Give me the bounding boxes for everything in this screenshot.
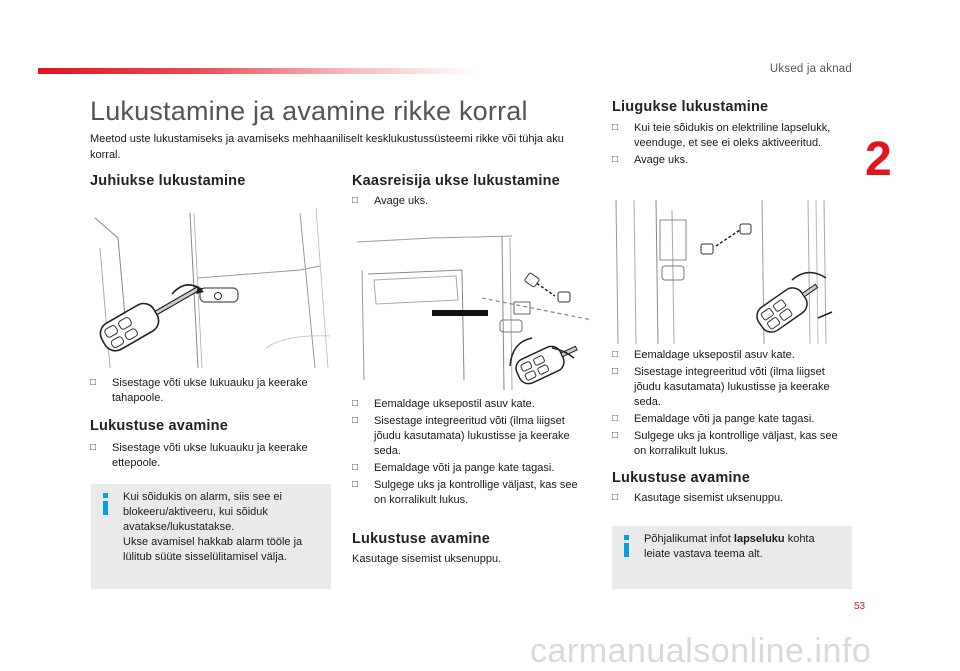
bullet-sliding-remove-key: □ Eemaldage võti ja pange kate tagasi. xyxy=(612,412,852,427)
header-accent-bar xyxy=(38,68,478,74)
info-box-child-lock xyxy=(612,526,852,589)
bullet-sliding-unlock: □ Kasutage sisemist uksenuppu. xyxy=(612,491,852,506)
section-title: Uksed ja aknad xyxy=(769,63,852,75)
text-passenger-unlock: Kasutage sisemist uksenuppu. xyxy=(352,553,502,565)
heading-driver-door-lock: Juhiukse lukustamine xyxy=(90,173,246,189)
heading-passenger-unlock: Lukustuse avamine xyxy=(352,531,490,547)
heading-driver-unlock: Lukustuse avamine xyxy=(90,418,228,434)
bullet-remove-key: □ Eemaldage võti ja pange kate tagasi. xyxy=(352,461,592,476)
info-icon xyxy=(100,493,111,515)
bullet-driver-unlock: □ Sisestage võti ukse lukuauku ja keerake ettepoole. xyxy=(90,441,330,471)
page-number: 53 xyxy=(854,601,866,612)
heading-sliding-door-lock: Liugukse lukustamine xyxy=(612,99,769,115)
info-icon xyxy=(621,535,632,557)
sliding-door-illustration xyxy=(612,200,852,344)
info-child-lock-text: Põhjalikumat infot lapseluku kohta leiate vastava teema alt. xyxy=(644,533,815,560)
heading-passenger-door-lock: Kaasreisija ukse lukustamine xyxy=(352,173,560,189)
page-title: Lukustamine ja avamine rikke korral xyxy=(90,96,528,126)
intro-text: Meetod uste lukustamiseks ja avamiseks mehhaaniliselt kesklukustussüsteemi rikke või tühja aku korral. xyxy=(90,133,564,161)
bullet-insert-key: □ Sisestage integreeritud võti (ilma liigset jõudu kasutamata) lukustisse ja keerake seda. xyxy=(352,414,592,459)
bullet-open-door: □ Avage uks. xyxy=(352,194,592,209)
passenger-door-illustration xyxy=(352,230,592,390)
bullet-driver-lock: □ Sisestage võti ukse lukuauku ja keerake tahapoole. xyxy=(90,376,330,406)
chapter-number: 2 xyxy=(865,133,892,186)
bullet-close-door: □ Sulgege uks ja kontrollige väljast, kas see on korralikult lukus. xyxy=(352,478,592,508)
info-box-alarm xyxy=(91,484,331,589)
driver-door-illustration xyxy=(90,208,332,376)
bullet-sliding-insert-key: □ Sisestage integreeritud võti (ilma liigset jõudu kasutamata) lukustisse ja keerake seda. xyxy=(612,365,852,410)
bullet-remove-cover: □ Eemaldage uksepostil asuv kate. xyxy=(352,397,592,412)
bullet-sliding-remove-cover: □ Eemaldage uksepostil asuv kate. xyxy=(612,348,852,363)
bullet-sliding-close-door: □ Sulgege uks ja kontrollige väljast, kas see on korralikult lukus. xyxy=(612,429,852,459)
info-alarm-text: Kui sõidukis on alarm, siis see ei blokeeru/aktiveeru, kui sõiduk avatakse/lukustatakse. Ukse avamisel hakkab alarm tööle ja lülitub süüte sisselülitamisel välja. xyxy=(123,491,303,563)
bullet-open-sliding-door: □ Avage uks. xyxy=(612,153,852,168)
bullet-child-lock: □ Kui teie sõidukis on elektriline lapselukk, veenduge, et see ei oleks aktiveeritud. xyxy=(612,121,852,151)
heading-sliding-unlock: Lukustuse avamine xyxy=(612,470,750,486)
watermark: carmanualsonline.info xyxy=(530,632,872,670)
